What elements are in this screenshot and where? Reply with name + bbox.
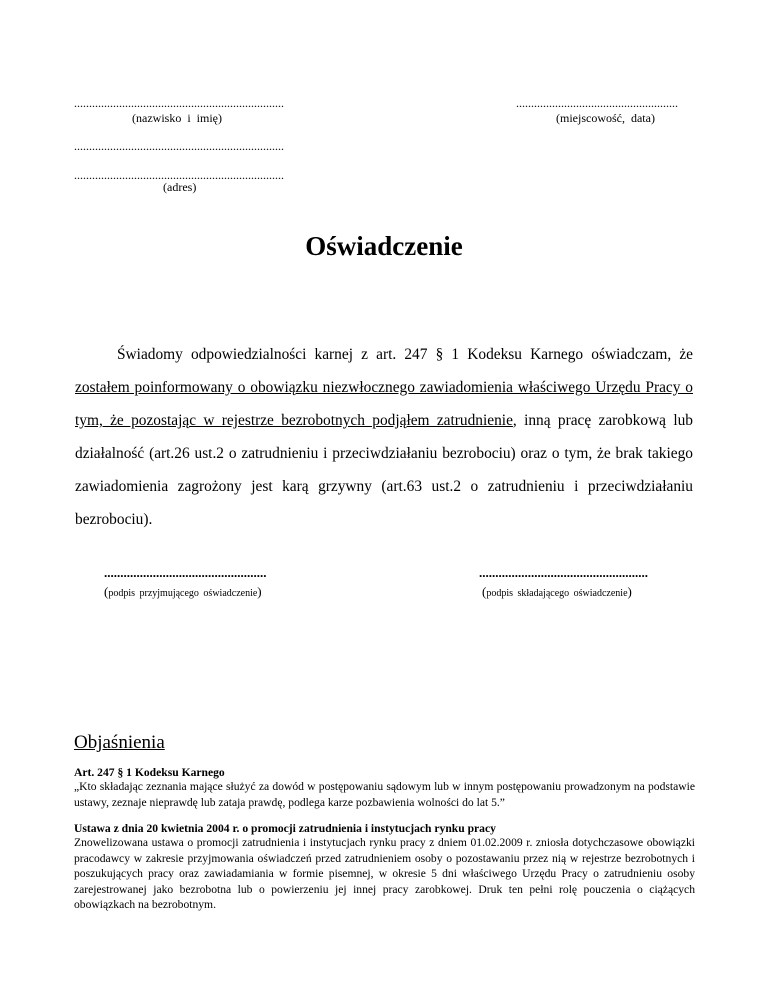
name-caption: (nazwisko i imię) xyxy=(132,111,222,125)
statement-underlined: zostałem poinformowany o obowiązku niezwłocznego zawiadomienia właściwego Urzędu Pracy o tym, że pozostając w rejestrze bezrobotnych podjąłem zatrudnienie xyxy=(75,379,693,429)
place-date-caption: (miejscowość, data) xyxy=(556,111,655,125)
declarant-signature-caption xyxy=(482,584,632,600)
statement-part-1: Świadomy odpowiedzialności karnej z art. 247 § 1 Kodeksu Karnego oświadczam, że xyxy=(117,346,693,363)
place-date-dotted-line[interactable]: ...................................................... xyxy=(516,96,678,110)
paren-open: ( xyxy=(482,584,487,599)
article-247-text: „Kto składając zeznania mające służyć za dowód w postępowaniu sądowym lub w innym postępowaniu prowadzonym na podstawie ustawy, zeznaje nieprawdę lub zataja prawdę, podlega karze pozbawienia wolności do lat 5.” xyxy=(74,780,695,809)
statement-body xyxy=(75,338,693,536)
act-2004-title: Ustawa z dnia 20 kwietnia 2004 r. o promocji zatrudnienia i instytucjach rynku pracy xyxy=(74,822,496,835)
address-caption: (adres) xyxy=(163,180,197,194)
address-dotted-line-2[interactable]: ...................................................................... xyxy=(74,168,284,182)
document-title: Oświadczenie xyxy=(305,231,463,261)
name-dotted-line[interactable]: ...................................................................... xyxy=(74,96,284,110)
receiver-signature-caption xyxy=(104,584,262,600)
act-2004-text: Znowelizowana ustawa o promocji zatrudnienia i instytucjach rynku pracy z dniem 01.02.2009 r. zniosła dotychczasowe obowiązki pracodawcy w zakresie przyjmowania oświadczeń przed zatrudnieniem osoby o pozostawaniu przez nią w rejestrze bezrobotnych i poszukujących pracy oraz zawiadamiania w formie pisemnej, w okresie 5 dni właściwego Urzędu Pracy o zatrudnieniu osoby zarejestrowanej jako bezrobotna lub o powierzeniu jej innej pracy zarobkowej. Druk ten pełni rolę pouczenia o ciążących obowiązkach na bezrobotnym. xyxy=(74,836,695,911)
paren-close: ) xyxy=(627,584,632,599)
explanations-heading: Objaśnienia xyxy=(74,732,165,753)
receiver-signature-label: podpis przyjmującego oświadczenie xyxy=(108,588,258,599)
declarant-signature-line[interactable]: .................................................... xyxy=(479,565,648,580)
article-247-section xyxy=(74,766,695,810)
declarant-signature-label: podpis składającego oświadczenie xyxy=(486,588,628,599)
act-2004-section xyxy=(74,822,695,913)
paren-open: ( xyxy=(104,584,109,599)
address-dotted-line-1[interactable]: ...................................................................... xyxy=(74,139,284,153)
statement-part-3: , inną pracę zarobkową lub działalność (art.26 ust.2 o zatrudnieniu i przeciwdziałaniu bezrobociu) oraz o tym, że brak takiego zawiadomienia zagrożony jest karą grzywny (art.63 ust.2 o zatrudnieniu i przeciwdziałaniu bezrobociu). xyxy=(75,412,693,528)
receiver-signature-line[interactable]: .................................................. xyxy=(104,565,267,580)
paren-close: ) xyxy=(257,584,262,599)
article-247-title: Art. 247 § 1 Kodeksu Karnego xyxy=(74,766,225,779)
